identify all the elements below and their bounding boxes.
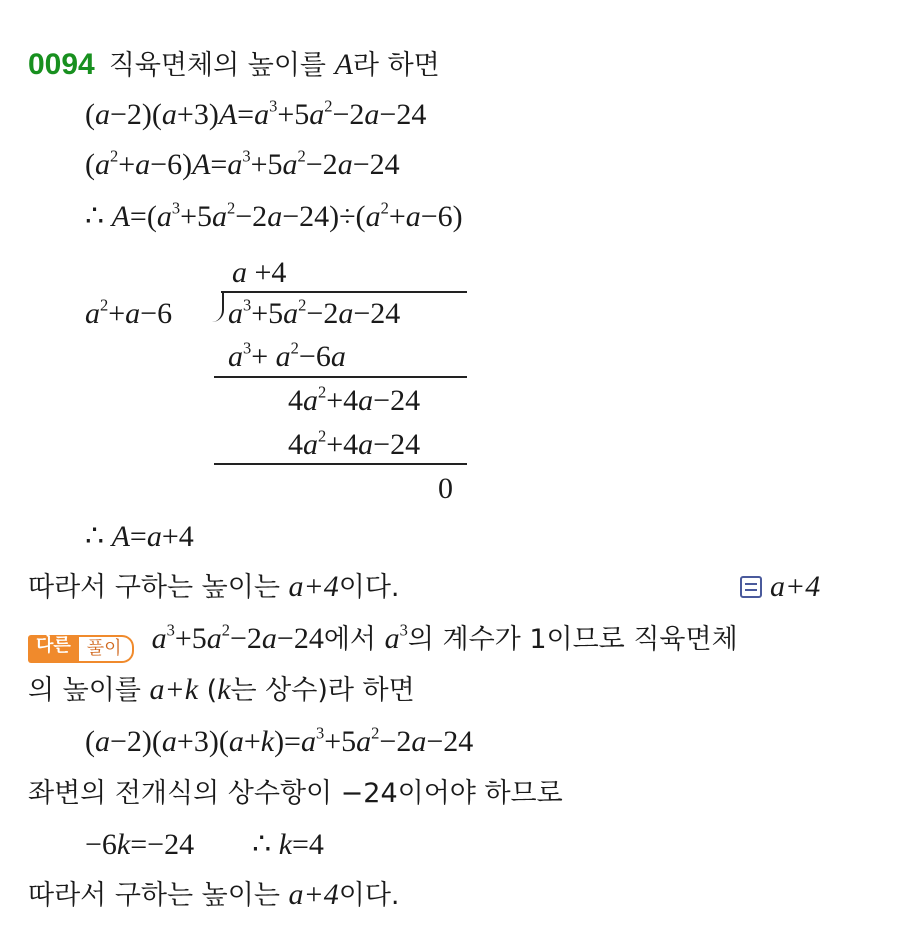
intro-text: 직육면체의 높이를: [108, 50, 335, 81]
division-vinculum: [221, 291, 467, 293]
division-step-2: $4a^2+4a-24$: [288, 426, 421, 461]
division-rule-2: [214, 463, 467, 465]
result-a: ∴ A=a+4: [85, 520, 194, 553]
conclusion-expr: a+4: [288, 570, 339, 603]
alt-solution-badge: 다른 풀이: [28, 635, 134, 663]
alt-solution-line-1: 다른 풀이 $a^3+5a^2-2a-24$에서 $a^3$의 계수가 1이므로 직육면체: [28, 624, 738, 663]
division-divisor: $a^2+a-6$: [85, 295, 173, 330]
answer-expr: a+4: [770, 570, 821, 603]
division-remainder-1: $4a^2+4a-24$: [288, 382, 421, 417]
division-remainder-final: 0: [438, 472, 453, 505]
division-dividend: $a^3+5a^2-2a-24$: [228, 295, 401, 330]
alt-conclusion-line: 따라서 구하는 높이는 a+4이다.: [28, 878, 400, 911]
equation-1: $(a-2)(a+3)A=a^3+5a^2-2a-24$: [85, 96, 427, 131]
alt-solution-line-2: 의 높이를 a+k (k는 상수)라 하면: [28, 673, 415, 706]
division-bracket: [212, 292, 224, 322]
intro-tail: 라 하면: [352, 50, 440, 81]
division-step-1: $a^3+ a^2-6a$: [228, 338, 346, 373]
alt-equation-2: −6k=−24 ∴ k=4: [85, 828, 324, 861]
conclusion-line: 따라서 구하는 높이는 a+4이다.: [28, 570, 400, 603]
answer: [740, 572, 820, 602]
division-rule-1: [214, 376, 467, 378]
problem-header: [28, 50, 440, 80]
alt-equation-1: $(a-2)(a+3)(a+k)=a^3+5a^2-2a-24$: [85, 723, 474, 758]
equation-3: ∴ $A=(a^3+5a^2-2a-24)\div(a^2+a-6)$: [85, 198, 463, 233]
intro-var: A: [334, 48, 353, 81]
alt-const-text: 좌변의 전개식의 상수항이 −24이어야 하므로: [28, 778, 563, 809]
problem-number: 0094: [28, 48, 95, 81]
equation-2: $(a^2+a-6)A=a^3+5a^2-2a-24$: [85, 146, 400, 181]
division-quotient: a +4: [232, 256, 287, 289]
answer-icon: [740, 576, 762, 598]
